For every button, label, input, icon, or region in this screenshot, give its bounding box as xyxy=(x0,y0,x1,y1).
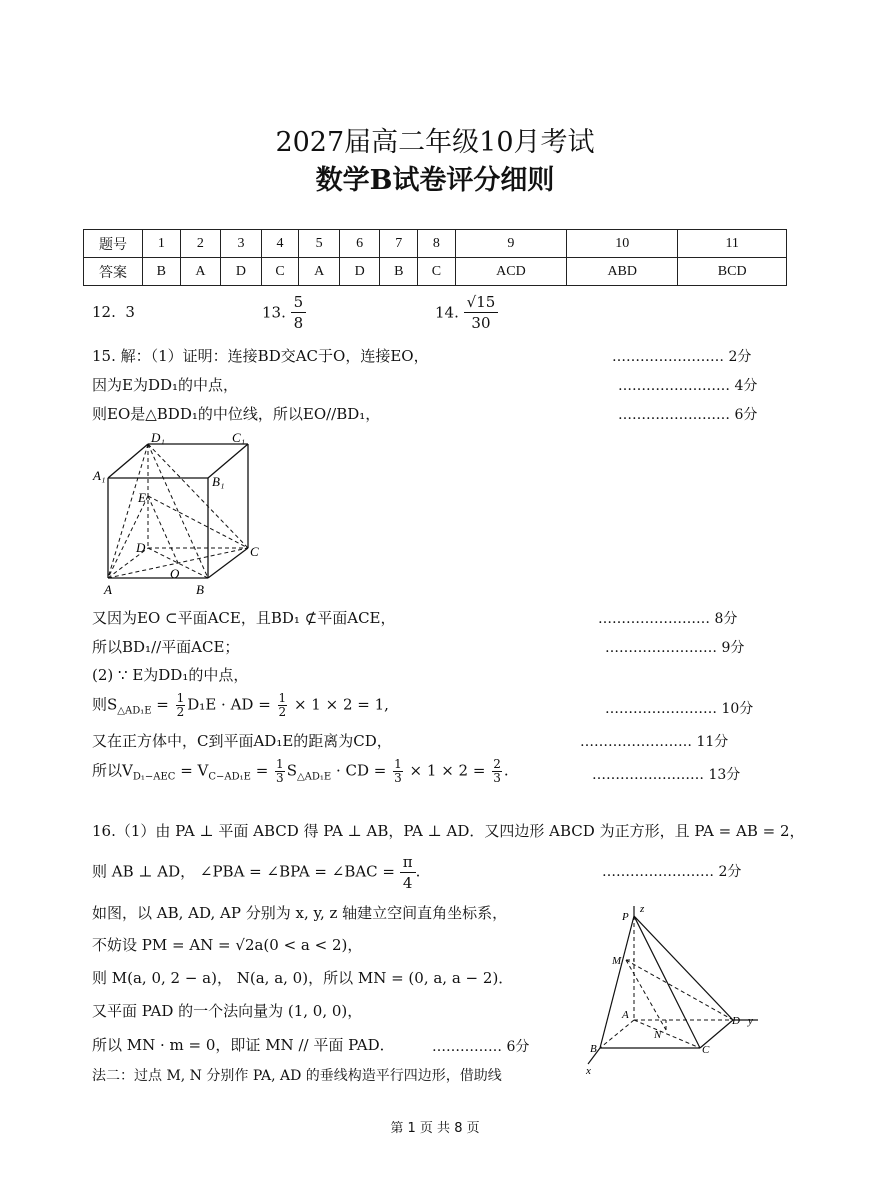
cube-label: B₁ xyxy=(212,474,225,489)
subscript: C−AD₁E xyxy=(208,771,251,783)
q15-line-9 xyxy=(92,758,509,785)
cube-label: C xyxy=(250,544,259,559)
cube-label: D₁ xyxy=(151,430,165,445)
q12-answer xyxy=(92,303,135,321)
table-cell: 6 xyxy=(339,230,380,258)
table-cell: A xyxy=(180,258,221,286)
fraction-half xyxy=(278,692,288,719)
table-cell: 5 xyxy=(299,230,340,258)
cube-label: D xyxy=(136,540,146,555)
page-footer: 第 1 页 共 8 页 xyxy=(390,1121,480,1136)
numerator: 1 xyxy=(394,757,402,771)
row-label-number: 题号 xyxy=(84,230,143,258)
table-cell: ACD xyxy=(455,258,566,286)
text: = xyxy=(250,761,274,780)
denominator: 2 xyxy=(278,705,287,719)
subscript: D₁−AEC xyxy=(132,771,176,783)
pyramid-label: P xyxy=(622,911,629,923)
q16-line-4: 不妨设 PM = AN = √2a(0 < a < 2)， xyxy=(92,936,363,954)
answer-table xyxy=(83,229,787,286)
table-cell: C xyxy=(261,258,299,286)
pyramid-figure xyxy=(578,898,778,1078)
q16-line-6: 又平面 PAD 的一个法向量为 (1, 0, 0)， xyxy=(92,1002,363,1020)
q15-line-4: 又因为EO ⊂平面ACE，且BD₁ ⊄平面ACE， xyxy=(92,609,396,627)
q15-score-4: …………………… 8分 xyxy=(598,611,738,627)
table-cell: 3 xyxy=(221,230,262,258)
text: · CD = xyxy=(331,761,392,780)
cube-label: A xyxy=(104,582,112,597)
q15-score-7: …………………… 10分 xyxy=(605,701,754,717)
q15-line-1: 15. 解：（1）证明：连接BD交AC于O，连接EO， xyxy=(92,347,429,365)
denominator: 4 xyxy=(402,874,413,892)
table-row-answers xyxy=(84,258,787,286)
numerator: 2 xyxy=(493,757,501,771)
denominator: 3 xyxy=(276,771,284,785)
pyramid-label: D xyxy=(732,1015,740,1027)
q13-numerator: 5 xyxy=(291,292,307,313)
pyramid-label: A xyxy=(622,1009,629,1021)
q16-line-3: 如图，以 AB, AD, AP 分别为 x, y, z 轴建立空间直角坐标系， xyxy=(92,904,508,922)
q12-label: 12. xyxy=(92,303,116,321)
q15-score-1: …………………… 2分 xyxy=(612,349,752,365)
table-cell: B xyxy=(380,258,418,286)
pyramid-label: M xyxy=(612,955,622,967)
q16-line-5: 则 M(a, 0, 2 − a)， N(a, a, 0)，所以 MN = (0, a, a − 2)． xyxy=(92,969,514,987)
text: 则 AB ⊥ AD， ∠PBA = ∠BPA = ∠BAC = xyxy=(92,862,400,881)
table-cell: B xyxy=(143,258,181,286)
q13-denominator: 8 xyxy=(293,314,304,332)
table-cell: 2 xyxy=(180,230,221,258)
pyramid-label: z xyxy=(640,903,645,915)
q16-score-7: …………… 6分 xyxy=(432,1039,530,1055)
text: × 1 × 2 = xyxy=(404,761,491,780)
cube-label: O xyxy=(170,566,180,581)
numerator: 1 xyxy=(278,691,287,705)
q15-line-8: 又在正方体中，C到平面AD₁E的距离为CD， xyxy=(92,732,392,750)
q15-line-2: 因为E为DD₁的中点， xyxy=(92,376,239,394)
row-label-answer: 答案 xyxy=(84,258,143,286)
pyramid-label: x xyxy=(586,1065,591,1077)
denominator: 2 xyxy=(176,705,185,719)
table-cell: D xyxy=(339,258,380,286)
table-row-numbers xyxy=(84,230,787,258)
q16-line-1: 16.（1）由 PA ⊥ 平面 ABCD 得 PA ⊥ AB，PA ⊥ AD．又四边形 ABCD 为正方形，且 PA = AB = 2， xyxy=(92,822,805,840)
pyramid-label: y xyxy=(748,1015,753,1027)
q12-value: 3 xyxy=(125,303,135,321)
q15-line-3: 则EO是△BDD₁的中位线，所以EO//BD₁， xyxy=(92,405,381,423)
cube-label: C₁ xyxy=(232,430,246,445)
pyramid-label: C xyxy=(702,1044,710,1056)
text: = V xyxy=(175,761,209,780)
table-cell: 4 xyxy=(261,230,299,258)
q14-denominator: 30 xyxy=(471,314,491,332)
table-cell: 1 xyxy=(143,230,181,258)
q15-score-5: …………………… 9分 xyxy=(605,640,745,656)
table-cell: D xyxy=(221,258,262,286)
cube-label: B xyxy=(196,582,204,597)
q15-line-6: (2) ∵ E为DD₁的中点， xyxy=(92,666,249,684)
text: D₁E · AD = xyxy=(187,695,276,714)
q15-line-5: 所以BD₁//平面ACE； xyxy=(92,638,240,656)
table-cell: 8 xyxy=(418,230,456,258)
exam-title: 2027届高二年级10月考试 xyxy=(275,127,595,158)
cube-label: A₁ xyxy=(93,468,106,483)
numerator: 1 xyxy=(276,757,284,771)
q14-answer xyxy=(435,292,498,333)
fraction-pi-4 xyxy=(400,852,416,893)
cube-figure xyxy=(90,430,270,600)
q16-line-2 xyxy=(92,852,420,893)
text: . xyxy=(503,761,509,780)
q16-line-8: 法二：过点 M, N 分别作 PA, AD 的垂线构造平行四边形，借助线 xyxy=(92,1068,502,1084)
subscript: △AD₁E xyxy=(117,705,152,717)
text: S xyxy=(286,761,297,780)
q13-label: 13. xyxy=(262,303,286,322)
text: = xyxy=(151,695,174,714)
numerator: π xyxy=(400,852,416,873)
q14-fraction xyxy=(464,292,499,333)
fraction-half xyxy=(176,692,186,719)
q13-fraction xyxy=(291,292,307,333)
q15-score-8: …………………… 11分 xyxy=(580,734,729,750)
text: . xyxy=(415,862,421,881)
table-cell: 7 xyxy=(380,230,418,258)
table-cell: A xyxy=(299,258,340,286)
table-cell: ABD xyxy=(567,258,678,286)
subscript: △AD₁E xyxy=(296,771,332,783)
q16-score-2: …………………… 2分 xyxy=(602,864,742,880)
q15-line-7 xyxy=(92,692,389,719)
q16-line-7: 所以 MN · m = 0，即证 MN // 平面 PAD． xyxy=(92,1036,395,1054)
q15-score-3: …………………… 6分 xyxy=(618,407,758,423)
q14-numerator: √15 xyxy=(464,292,499,313)
text: × 1 × 2 = 1, xyxy=(289,695,389,714)
fraction-third xyxy=(275,758,285,785)
pyramid-label: B xyxy=(590,1043,597,1055)
q15-score-9: …………………… 13分 xyxy=(592,767,741,783)
numerator: 1 xyxy=(176,691,185,705)
denominator: 3 xyxy=(394,771,402,785)
exam-subtitle: 数学B试卷评分细则 xyxy=(315,165,555,196)
table-cell: 9 xyxy=(455,230,566,258)
cube-label: E xyxy=(138,490,146,505)
table-cell: 10 xyxy=(567,230,678,258)
fraction-result xyxy=(492,758,502,785)
pyramid-label: N xyxy=(654,1029,662,1041)
table-cell: 11 xyxy=(678,230,787,258)
denominator: 3 xyxy=(493,771,501,785)
fraction-third xyxy=(393,758,403,785)
q15-score-2: …………………… 4分 xyxy=(618,378,758,394)
table-cell: C xyxy=(418,258,456,286)
table-cell: BCD xyxy=(678,258,787,286)
text: 所以V xyxy=(92,761,133,780)
q13-answer xyxy=(262,292,306,333)
q14-label: 14. xyxy=(435,303,459,322)
text: 则S xyxy=(92,695,118,714)
